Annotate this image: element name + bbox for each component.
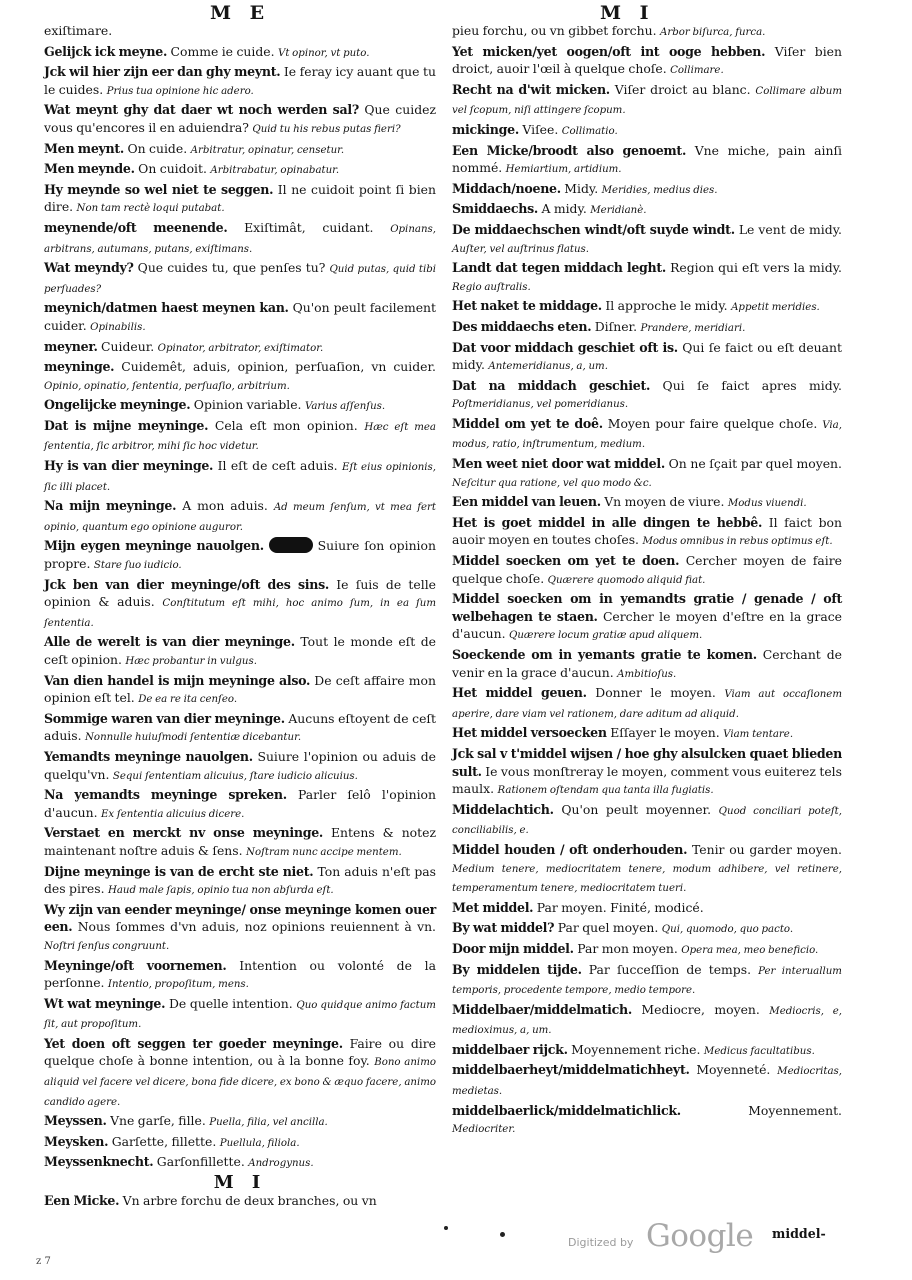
dutch-headword: Verstaet en merckt nv onse meyninge. bbox=[44, 825, 323, 841]
dictionary-entry bbox=[452, 745, 842, 800]
dictionary-entry bbox=[44, 995, 436, 1034]
dictionary-entry bbox=[44, 710, 436, 747]
latin-gloss: Antemeridianus, a, um. bbox=[488, 361, 608, 373]
latin-gloss: Viam tentare. bbox=[723, 729, 794, 741]
latin-gloss: Arbitrabatur, opinabatur. bbox=[210, 165, 340, 177]
french-gloss: exiſtimare. bbox=[44, 23, 113, 38]
dictionary-entry bbox=[44, 497, 436, 536]
dictionary-entry bbox=[452, 81, 842, 120]
dictionary-entry bbox=[452, 121, 842, 141]
dictionary-entry bbox=[44, 358, 436, 395]
dictionary-entry bbox=[44, 396, 436, 416]
french-gloss: Cercher moyen de faire quelque choſe. bbox=[452, 553, 842, 586]
dictionary-entry bbox=[44, 160, 436, 180]
dutch-headword: meynich/datmen haest meynen kan. bbox=[44, 300, 289, 316]
french-gloss: Par ſucceſſion de temps. bbox=[588, 961, 752, 977]
latin-gloss: Conſtitutum eſt mihi, hoc animo ſum, in ea ſum ſententia. bbox=[44, 598, 436, 629]
french-gloss: Entens & notez maintenant noſtre aduis & ſens. bbox=[44, 825, 436, 858]
dictionary-entry bbox=[452, 43, 842, 80]
french-gloss: Garſonfillette. bbox=[156, 1154, 245, 1170]
dutch-headword: Wat meyndy? bbox=[44, 260, 134, 276]
dictionary-entry bbox=[452, 318, 842, 338]
dictionary-entry bbox=[452, 22, 842, 42]
latin-gloss: Varius aſſenſus. bbox=[304, 401, 386, 413]
catchword: middel- bbox=[772, 1226, 826, 1241]
dictionary-entry bbox=[44, 101, 436, 138]
dictionary-entry bbox=[44, 140, 436, 160]
dutch-headword: Het middel geuen. bbox=[452, 685, 587, 701]
french-gloss: pieu forchu, ou vn gibbet forchu. bbox=[452, 23, 657, 38]
latin-gloss: De ea re ita cenſeo. bbox=[138, 694, 238, 706]
dutch-headword: meynende/oft meenende. bbox=[44, 219, 228, 235]
french-gloss: Vne garſe, fille. bbox=[110, 1113, 206, 1129]
dutch-headword: Een Micke. bbox=[44, 1193, 120, 1209]
dutch-headword: Alle de werelt is van dier meyninge. bbox=[44, 634, 295, 650]
french-gloss: Ie ſuis de telle opinion & aduis. bbox=[44, 576, 436, 610]
french-gloss: Par mon moyen. bbox=[577, 940, 678, 956]
dictionary-entry bbox=[452, 1061, 842, 1100]
dutch-headword: Smiddaechs. bbox=[452, 201, 538, 217]
dictionary-entry bbox=[44, 1035, 436, 1111]
latin-gloss: Modus viuendi. bbox=[727, 498, 807, 510]
dictionary-entry bbox=[452, 221, 842, 258]
latin-gloss: Regio auſtralis. bbox=[452, 281, 531, 293]
dutch-headword: middelbaerlick/middelmatichlick. bbox=[452, 1102, 681, 1118]
french-gloss: A mon aduis. bbox=[182, 498, 268, 514]
section-letter-header: M I bbox=[213, 1172, 267, 1194]
latin-gloss: Ambitioſus. bbox=[617, 668, 677, 680]
french-gloss: Ie feray icy auant que tu le cuides. bbox=[44, 64, 436, 97]
latin-gloss: Per interuallum temporis, procedente tempore, medio tempore. bbox=[452, 965, 842, 997]
dictionary-entry bbox=[452, 552, 842, 589]
dutch-headword: De middaechschen windt/oft suyde windt. bbox=[452, 221, 735, 237]
dictionary-entry bbox=[452, 940, 842, 960]
latin-gloss: Noſtram nunc accipe mentem. bbox=[246, 846, 402, 858]
french-gloss: On cuide. bbox=[127, 140, 188, 156]
french-gloss: Il eſt de ceſt aduis. bbox=[217, 458, 338, 474]
dutch-headword: Jck wil hier zijn eer dan ghy meynt. bbox=[44, 64, 281, 80]
latin-gloss: Opinator, arbitrator, exiſtimator. bbox=[157, 342, 324, 354]
french-gloss: Par moyen. Finité, modicé. bbox=[536, 899, 704, 915]
dutch-headword: Recht na d'wit micken. bbox=[452, 81, 610, 97]
latin-gloss: Non tam rectè loqui putabat. bbox=[76, 203, 225, 215]
dutch-headword: Middel om yet te doê. bbox=[452, 415, 603, 431]
latin-gloss: Ad meum ſenſum, vt mea fert opinio, quantum ego opinione auguror. bbox=[44, 502, 436, 533]
dutch-headword: Meyninge/oft voornemen. bbox=[44, 957, 227, 973]
dutch-headword: Dijne meyninge is van de ercht ste niet. bbox=[44, 863, 314, 879]
french-gloss: Que cuides tu, que penſes tu? bbox=[137, 260, 326, 276]
french-gloss: Viſee. bbox=[522, 121, 559, 137]
dictionary-entry bbox=[452, 801, 842, 840]
french-gloss: Ie vous monſtreray le moyen, comment vous euiterez tels maulx. bbox=[452, 763, 842, 797]
dictionary-entry bbox=[44, 1112, 436, 1132]
latin-gloss: Arbitratur, opinatur, censetur. bbox=[190, 144, 345, 156]
dictionary-entry bbox=[44, 672, 436, 709]
dutch-headword: Met middel. bbox=[452, 899, 534, 915]
dictionary-entry bbox=[44, 457, 436, 496]
french-gloss: Que cuidez vous qu'encores il en aduiendra? bbox=[44, 102, 436, 135]
latin-gloss: Qui, quomodo, quo pacto. bbox=[661, 924, 794, 936]
latin-gloss: Eſt eius opinionis, ſic illi placet. bbox=[44, 462, 436, 493]
french-gloss: Cerchant de venir en la grace d'aucun. bbox=[452, 647, 842, 680]
french-gloss: Par quel moyen. bbox=[557, 920, 659, 936]
french-gloss: Moyen pour faire quelque choſe. bbox=[607, 415, 818, 431]
dictionary-entry bbox=[44, 786, 436, 823]
dutch-headword: Het middel versoecken bbox=[452, 725, 607, 741]
dutch-headword: By wat middel? bbox=[452, 920, 555, 936]
latin-gloss: Nonnulle huiuſmodi ſententiæ dicebantur. bbox=[85, 732, 302, 744]
dutch-headword: Men meynt. bbox=[44, 140, 125, 156]
latin-gloss: Hæc eſt mea ſententia, ſic arbitror, mihi ſic hoc videtur. bbox=[44, 421, 436, 453]
latin-gloss: Quærere quomodo aliquid fiat. bbox=[547, 574, 706, 586]
dutch-headword: Wt wat meyninge. bbox=[44, 995, 166, 1011]
french-gloss: Eſſayer le moyen. bbox=[610, 725, 720, 741]
latin-gloss: Medium tenere, mediocritatem tenere, modum adhibere, vel retinere, temperamentum tenere, mediocritatem tueri. bbox=[452, 863, 842, 895]
dutch-headword: Meyssenknecht. bbox=[44, 1154, 154, 1170]
dictionary-entry bbox=[452, 724, 842, 744]
dictionary-entry bbox=[452, 961, 842, 1000]
latin-gloss: Ex ſententia alicuius dicere. bbox=[101, 808, 245, 820]
dictionary-entry bbox=[452, 200, 842, 220]
left-column bbox=[44, 22, 436, 1213]
latin-gloss: Medicus facultatibus. bbox=[703, 1045, 815, 1057]
french-gloss: Suiure ſon opinion propre. bbox=[44, 538, 436, 572]
latin-gloss: Puellula, filiola. bbox=[219, 1137, 300, 1149]
dictionary-entry bbox=[452, 493, 842, 513]
running-header-left: M E bbox=[210, 2, 271, 24]
latin-gloss: Opinans, arbitrans, autumans, putans, exiſtimans. bbox=[44, 223, 436, 255]
latin-gloss: Auſter, vel auſtrinus flatus. bbox=[452, 243, 590, 255]
latin-gloss: Hemiartium, artidium. bbox=[505, 164, 622, 176]
dutch-headword: Gelijck ick meyne. bbox=[44, 43, 168, 59]
dictionary-entry bbox=[452, 590, 842, 645]
latin-gloss: Collimare. bbox=[670, 65, 724, 77]
dictionary-entry bbox=[452, 514, 842, 551]
french-gloss: Cela eſt mon opinion. bbox=[214, 417, 358, 433]
dictionary-entry bbox=[44, 338, 436, 358]
dutch-headword: middelbaer rijck. bbox=[452, 1041, 568, 1057]
dutch-headword: Mijn eygen meyninge nauolgen. bbox=[44, 538, 264, 554]
google-logo: Google bbox=[646, 1218, 754, 1254]
french-gloss: Vn moyen de viure. bbox=[604, 494, 725, 510]
french-gloss: Exiſtimât, cuidant. bbox=[244, 219, 374, 235]
dictionary-entry bbox=[44, 863, 436, 900]
dutch-headword: Meyssen. bbox=[44, 1113, 107, 1129]
dutch-headword: Jck sal v t'middel wijsen / hoe ghy alsulcken quaet blieden sult. bbox=[452, 745, 842, 779]
french-gloss: Le vent de midy. bbox=[738, 221, 842, 237]
french-gloss: Midy. bbox=[564, 180, 599, 196]
dutch-headword: Hy is van dier meyninge. bbox=[44, 458, 214, 474]
latin-gloss: Puella, filia, vel ancilla. bbox=[209, 1117, 328, 1129]
dutch-headword: Men meynde. bbox=[44, 161, 135, 177]
dutch-headword: meyner. bbox=[44, 338, 98, 354]
latin-gloss: Quid tu his rebus putas fieri? bbox=[252, 123, 401, 135]
dutch-headword: Het is goet middel in alle dingen te hebbê. bbox=[452, 514, 763, 530]
french-gloss: Qu'on peult facilement cuider. bbox=[44, 300, 436, 333]
dutch-headword: Ongelijcke meyninge. bbox=[44, 397, 191, 413]
french-gloss: Donner le moyen. bbox=[595, 685, 716, 701]
watermark-prefix: Digitized by bbox=[568, 1236, 634, 1249]
ink-speck bbox=[444, 1226, 448, 1230]
french-gloss: Cuideur. bbox=[101, 338, 155, 354]
latin-gloss: Opinio, opinatio, ſententia, perſuaſio, arbitrium. bbox=[44, 380, 290, 392]
french-gloss: On cuidoit. bbox=[138, 161, 207, 177]
dutch-headword: Jck ben van dier meyninge/oft des sins. bbox=[44, 576, 329, 592]
dictionary-entry bbox=[44, 417, 436, 456]
dutch-headword: Meysken. bbox=[44, 1133, 109, 1149]
ink-speck bbox=[500, 1232, 505, 1237]
latin-gloss: Collimatio. bbox=[561, 125, 618, 137]
latin-gloss: Prius tua opinione hic adero. bbox=[106, 85, 254, 97]
latin-gloss: Prandere, meridiari. bbox=[640, 322, 746, 334]
digitized-watermark bbox=[568, 1218, 768, 1258]
dutch-headword: Na yemandts meyninge spreken. bbox=[44, 787, 287, 803]
french-gloss: Comme ie cuide. bbox=[170, 43, 275, 59]
french-gloss: Garſette, fillette. bbox=[111, 1133, 217, 1149]
latin-gloss: Sequi ſententiam alicuius, ſtare iudicio alicuius. bbox=[112, 770, 358, 782]
dutch-headword: Middel soecken om yet te doen. bbox=[452, 553, 680, 569]
latin-gloss: Bono animo aliquid vel facere vel dicere, bona fide dicere, ex bono & æquo facere, animo candido agere. bbox=[44, 1057, 436, 1108]
dutch-headword: Landt dat tegen middach leght. bbox=[452, 260, 667, 276]
french-gloss: Tout le monde eſt de ceſt opinion. bbox=[44, 634, 436, 667]
latin-gloss: Collimare album vel ſcopum, niſi attingere ſcopum. bbox=[452, 85, 842, 117]
dictionary-entry bbox=[44, 576, 436, 633]
latin-gloss: Haud male ſapis, opinio tua non abſurda eſt. bbox=[107, 885, 334, 897]
dictionary-entry bbox=[44, 181, 436, 218]
dutch-headword: By middelen tijde. bbox=[452, 961, 582, 977]
dictionary-entry bbox=[44, 957, 436, 994]
latin-gloss: Mediocritas, medietas. bbox=[452, 1066, 842, 1098]
latin-gloss: Viam aut occaſionem aperire, dare viam vel rationem, dare aditum ad aliquid. bbox=[452, 689, 842, 720]
ink-blot bbox=[269, 537, 313, 553]
french-gloss: Intention ou volonté de la perſonne. bbox=[44, 957, 436, 991]
dictionary-entry bbox=[44, 259, 436, 298]
dictionary-entry bbox=[44, 537, 436, 574]
latin-gloss: Mediocris, e, medioximus, a, um. bbox=[452, 1005, 842, 1037]
dutch-headword: Middel soecken om in yemandts gratie / genade / oft welbehagen te staen. bbox=[452, 591, 842, 624]
dictionary-entry bbox=[452, 1041, 842, 1061]
dutch-headword: Middelachtich. bbox=[452, 801, 554, 817]
dictionary-entry bbox=[44, 219, 436, 258]
french-gloss: Faire ou dire quelque choſe à bonne intention, ou à la bonne foy. bbox=[44, 1035, 436, 1069]
french-gloss: Qui ſe faict ou eſt deuant midy. bbox=[452, 339, 842, 373]
french-gloss: Opinion variable. bbox=[193, 397, 302, 413]
latin-gloss: Noſtri ſenſus congruunt. bbox=[44, 940, 170, 952]
french-gloss: Moyenneté. bbox=[696, 1062, 771, 1078]
signature-mark: z 7 bbox=[36, 1256, 51, 1267]
dutch-headword: mickinge. bbox=[452, 121, 519, 137]
french-gloss: Aucuns eſtoyent de ceſt aduis. bbox=[44, 710, 436, 744]
dictionary-entry bbox=[44, 748, 436, 785]
french-gloss: Vn arbre forchu de deux branches, ou vn bbox=[122, 1193, 377, 1209]
french-gloss: De ceſt affaire mon opinion eſt tel. bbox=[44, 672, 436, 706]
dictionary-entry bbox=[44, 824, 436, 861]
dictionary-entry bbox=[44, 299, 436, 336]
dutch-headword: Wy zijn van eender meyninge/ onse meyninge komen ouer een. bbox=[44, 901, 436, 935]
dutch-headword: Een middel van leuen. bbox=[452, 494, 601, 510]
dutch-headword: Men weet niet door wat middel. bbox=[452, 456, 665, 472]
latin-gloss: Quo quidque animo factum ſit, aut propoſitum. bbox=[44, 999, 436, 1031]
dutch-headword: Des middaechs eten. bbox=[452, 318, 592, 334]
dictionary-entry bbox=[44, 1153, 436, 1173]
dutch-headword: Middelbaer/middelmatich. bbox=[452, 1001, 632, 1017]
french-gloss: Cuidemêt, aduis, opinion, perſuaſion, vn cuider. bbox=[121, 359, 436, 375]
french-gloss: Nous ſommes d'vn aduis, noz opinions reuiennent à vn. bbox=[77, 919, 436, 935]
french-gloss: Parler ſelô l'opinion d'aucun. bbox=[44, 787, 436, 820]
dutch-headword: Van dien handel is mijn meyninge also. bbox=[44, 672, 311, 688]
dictionary-entry bbox=[44, 22, 436, 42]
dictionary-entry bbox=[44, 1192, 436, 1212]
dictionary-entry bbox=[44, 43, 436, 63]
latin-gloss: Via, modus, ratio, inſtrumentum, medium. bbox=[452, 419, 842, 451]
dutch-headword: Dat na middach geschiet. bbox=[452, 377, 651, 393]
dutch-headword: Sommige waren van dier meyninge. bbox=[44, 710, 285, 726]
latin-gloss: Poſtmeridianus, vel pomeridianus. bbox=[452, 399, 629, 411]
french-gloss: Tenir ou garder moyen. bbox=[691, 841, 842, 857]
french-gloss: De quelle intention. bbox=[168, 995, 293, 1011]
dictionary-entry bbox=[44, 63, 436, 100]
dutch-headword: Middel houden / oft onderhouden. bbox=[452, 841, 688, 857]
dictionary-entry bbox=[452, 377, 842, 414]
french-gloss: Qui ſe faict apres midy. bbox=[662, 377, 842, 393]
dutch-headword: Na mijn meyninge. bbox=[44, 498, 177, 514]
dutch-headword: Yemandts meyninge nauolgen. bbox=[44, 748, 253, 764]
latin-gloss: Quærere locum gratiæ apud aliquem. bbox=[509, 630, 703, 642]
french-gloss: Ton aduis n'eſt pas des pires. bbox=[44, 863, 436, 897]
latin-gloss: Quid putas, quid tibi perſuades? bbox=[44, 264, 436, 295]
french-gloss: On ne ſçait par quel moyen. bbox=[668, 456, 842, 472]
dutch-headword: Hy meynde so wel niet te seggen. bbox=[44, 181, 274, 197]
dictionary-entry bbox=[44, 1133, 436, 1153]
dutch-headword: Middach/noene. bbox=[452, 180, 561, 196]
latin-gloss: Neſcitur qua ratione, vel quo modo &c. bbox=[452, 477, 652, 489]
dictionary-entry bbox=[452, 684, 842, 723]
dutch-headword: Door mijn middel. bbox=[452, 940, 574, 956]
latin-gloss: Intentio, propoſitum, mens. bbox=[107, 979, 249, 991]
latin-gloss: Opera mea, meo beneficio. bbox=[681, 944, 819, 956]
french-gloss: Viſer droict au blanc. bbox=[614, 81, 751, 97]
dictionary-entry bbox=[44, 633, 436, 670]
french-gloss: Il ne cuidoit point ſi bien dire. bbox=[44, 181, 436, 215]
dutch-headword: Een Micke/broodt also genoemt. bbox=[452, 142, 687, 158]
dictionary-entry bbox=[44, 901, 436, 956]
dictionary-entry bbox=[452, 339, 842, 376]
dictionary-entry bbox=[452, 259, 842, 296]
dictionary-entry bbox=[452, 1102, 842, 1139]
dutch-headword: Het naket te middage. bbox=[452, 298, 602, 314]
dictionary-entry bbox=[452, 646, 842, 683]
latin-gloss: Quod conciliari poteſt, conciliabilis, e. bbox=[452, 805, 842, 837]
dutch-headword: Dat voor middach geschiet oft is. bbox=[452, 339, 678, 355]
dictionary-entry bbox=[452, 297, 842, 317]
latin-gloss: Modus omnibus in rebus optimus eſt. bbox=[642, 536, 833, 548]
latin-gloss: Meridies, medius dies. bbox=[601, 184, 718, 196]
french-gloss: Vne miche, pain ainſi nommé. bbox=[452, 142, 842, 176]
french-gloss: Viſer bien droict, auoir l'œil à quelque choſe. bbox=[452, 43, 842, 77]
dutch-headword: Soeckende om in yemants gratie te komen. bbox=[452, 647, 757, 662]
latin-gloss: Androgynus. bbox=[248, 1158, 314, 1170]
french-gloss: Il approche le midy. bbox=[605, 298, 728, 314]
dictionary-entry bbox=[452, 455, 842, 492]
dutch-headword: Yet doen oft seggen ter goeder meyninge. bbox=[44, 1035, 343, 1051]
latin-gloss: Rationem oſtendam qua tanta illa fugiatis. bbox=[497, 785, 714, 797]
dictionary-entry bbox=[452, 142, 842, 179]
latin-gloss: Arbor biſurca, furca. bbox=[659, 27, 766, 38]
latin-gloss: Appetit meridies. bbox=[731, 302, 820, 314]
dutch-headword: meyninge. bbox=[44, 359, 115, 375]
dictionary-entry bbox=[452, 899, 842, 919]
latin-gloss: Mediocriter. bbox=[452, 1124, 516, 1136]
french-gloss: Mediocre, moyen. bbox=[641, 1001, 760, 1017]
dictionary-entry bbox=[452, 919, 842, 939]
french-gloss: Qu'on peult moyenner. bbox=[561, 801, 712, 817]
latin-gloss: Hæc probantur in vulgus. bbox=[125, 656, 257, 667]
latin-gloss: Vt opinor, vt puto. bbox=[277, 47, 370, 59]
right-column bbox=[452, 22, 842, 1140]
dutch-headword: middelbaerheyt/middelmatichheyt. bbox=[452, 1062, 690, 1078]
dutch-headword: Wat meynt ghy dat daer wt noch werden sal? bbox=[44, 102, 359, 118]
latin-gloss: Opinabilis. bbox=[90, 321, 146, 333]
dictionary-entry bbox=[452, 841, 842, 898]
dutch-headword: Yet micken/yet oogen/oft int ooge hebben. bbox=[452, 43, 766, 59]
french-gloss: Moyennement. bbox=[748, 1102, 842, 1118]
french-gloss: Cercher le moyen d'eſtre en la grace d'aucun. bbox=[452, 608, 842, 642]
french-gloss: Suiure l'opinion ou aduis de quelqu'vn. bbox=[44, 748, 436, 782]
dictionary-entry bbox=[452, 180, 842, 200]
french-gloss: A midy. bbox=[541, 201, 587, 217]
running-header-right: M I bbox=[600, 2, 655, 24]
latin-gloss: Stare ſuo iudicio. bbox=[93, 560, 182, 572]
latin-gloss: Meridianè. bbox=[590, 205, 647, 217]
dictionary-entry bbox=[452, 1001, 842, 1040]
french-gloss: Region qui eſt vers la midy. bbox=[670, 260, 842, 276]
french-gloss: Moyennement riche. bbox=[571, 1041, 701, 1057]
french-gloss: Diſner. bbox=[594, 318, 638, 334]
dutch-headword: Dat is mijne meyninge. bbox=[44, 417, 209, 433]
dictionary-entry bbox=[452, 415, 842, 454]
french-gloss: Il faict bon auoir moyen en toutes choſes. bbox=[452, 514, 842, 548]
